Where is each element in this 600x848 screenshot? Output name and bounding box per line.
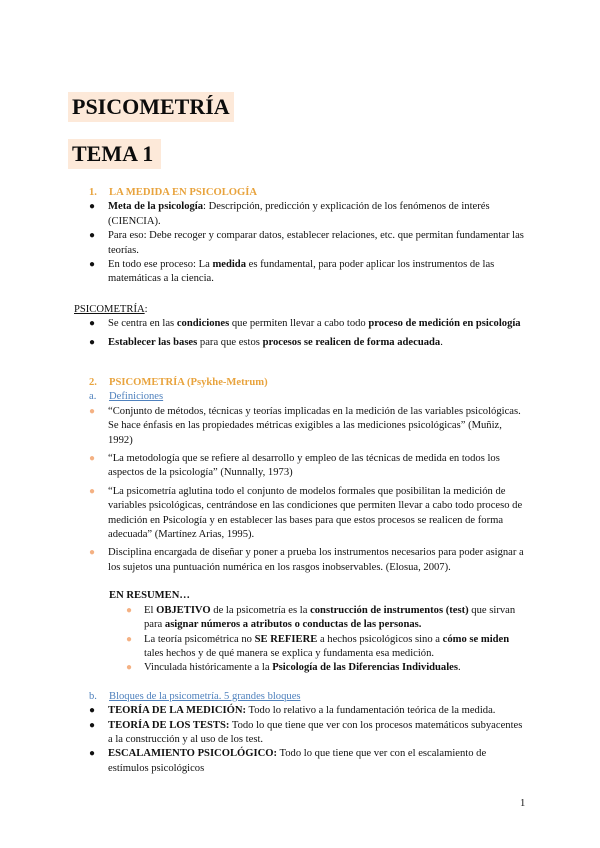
list-item: ● En todo ese proceso: La medida es fundamental, para poder aplicar los instrumentos de las matemáticas a la ciencia. bbox=[89, 259, 495, 285]
resumen-heading: EN RESUMEN… bbox=[109, 590, 190, 602]
bullet-icon: ● bbox=[89, 259, 96, 271]
bullet-icon: ● bbox=[89, 201, 96, 213]
section-1-heading bbox=[89, 186, 529, 200]
psicometria-list bbox=[86, 317, 529, 350]
list-item: ● Para eso: Debe recoger y comparar datos, establecer relaciones, etc. que permitan fundamentar las teorías. bbox=[89, 230, 524, 256]
bullet-icon: ● bbox=[89, 405, 96, 417]
definitions-list bbox=[86, 405, 529, 575]
list-item: ● La teoría psicométrica no SE REFIERE a hechos psicológicos sino a cómo se miden tales hechos y de qué manera se explica y fundamenta esa medición. bbox=[126, 633, 510, 659]
bullet-icon: ● bbox=[126, 604, 133, 616]
bullet-icon: ● bbox=[89, 547, 96, 559]
section-2-heading bbox=[89, 376, 529, 390]
subsection-letter: a. bbox=[89, 391, 97, 403]
bullet-icon: ● bbox=[126, 633, 133, 645]
psicometria-label: PSICOMETRÍA: bbox=[74, 304, 148, 315]
bullet-icon: ● bbox=[89, 719, 96, 731]
subsection-letter: b. bbox=[89, 690, 97, 702]
section-1 bbox=[89, 186, 529, 287]
subsection-a-heading bbox=[89, 390, 529, 404]
list-item: ● Meta de la psicología: Descripción, predicción y explicación de los fenómenos de interés (CIENCIA). bbox=[89, 201, 490, 227]
resumen-list bbox=[123, 604, 529, 676]
section-number: 1. bbox=[89, 187, 97, 198]
psicometria-block bbox=[74, 303, 529, 350]
list-item: ● El OBJETIVO de la psicometría es la construcción de instrumentos (test) que sirvan para asignar números a atributos o conductas de las personas. bbox=[126, 604, 516, 631]
bullet-icon: ● bbox=[126, 662, 133, 674]
subsection-b-heading bbox=[89, 690, 529, 704]
bullet-icon: ● bbox=[89, 230, 96, 242]
section-number: 2. bbox=[89, 377, 97, 388]
subsection-a-title: Definiciones bbox=[109, 391, 164, 403]
bloques-list bbox=[86, 704, 529, 776]
bullet-icon: ● bbox=[89, 318, 96, 330]
list-item: ● “La psicometría aglutina todo el conjunto de modelos formales que posibilitan la medición de variables psicológicas, centrándose en las condiciones que permiten llevar a cabo todo proceso de medición en Psicología y en establecer las bases para que estos procesos se realicen de forma adecuada” (Martínez Arias, 1995). bbox=[89, 485, 523, 541]
page-title: PSICOMETRÍA bbox=[68, 92, 234, 122]
list-item: ● Se centra en las condiciones que permiten llevar a cabo todo proceso de medición en psicología bbox=[86, 317, 529, 331]
list-item: ● Vinculada históricamente a la Psicología de las Diferencias Individuales. bbox=[123, 661, 529, 675]
list-item: ● “Conjunto de métodos, técnicas y teorías implicadas en la medición de las variables psicológicas. Se hace énfasis en las propiedades métricas exigibles a las mediciones psicológicas” (Muñiz, 1992) bbox=[89, 405, 521, 446]
list-item: ● TEORÍA DE LA MEDICIÓN: Todo lo relativo a la fundamentación teórica de la medida. bbox=[86, 704, 529, 718]
tema-heading: TEMA 1 bbox=[68, 139, 161, 169]
list-item: ● TEORÍA DE LOS TESTS: Todo lo que tiene que ver con los procesos matemáticos subyacentes a la construcción y al uso de los test. bbox=[89, 719, 523, 745]
bullet-icon: ● bbox=[89, 705, 96, 717]
section-2-title: PSICOMETRÍA (Psykhe-Metrum) bbox=[109, 377, 268, 388]
section-1-list bbox=[86, 200, 529, 286]
bullet-icon: ● bbox=[89, 485, 96, 497]
list-item: ● Disciplina encargada de diseñar y poner a prueba los instrumentos necesarios para poder asignar a los sujetos una puntuación numérica en los rasgos inobservables. (Elosua, 2007). bbox=[89, 547, 524, 573]
bullet-icon: ● bbox=[89, 336, 96, 348]
section-1-title: LA MEDIDA EN PSICOLOGÍA bbox=[109, 187, 258, 198]
bullet-icon: ● bbox=[89, 453, 96, 465]
subsection-b-title: Bloques de la psicometría. 5 grandes bloques bbox=[109, 690, 301, 702]
bullet-icon: ● bbox=[89, 748, 96, 760]
tema-block bbox=[68, 139, 161, 169]
list-item: ● ESCALAMIENTO PSICOLÓGICO: Todo lo que tiene que ver con el escalamiento de estímulos psicológicos bbox=[89, 748, 487, 774]
list-item: ● Establecer las bases para que estos procesos se realicen de forma adecuada. bbox=[86, 336, 529, 350]
list-item: ● “La metodología que se refiere al desarrollo y empleo de las técnicas de medida en todos los aspectos de la psicología” (Nunnally, 1973) bbox=[89, 453, 500, 479]
section-2 bbox=[89, 376, 529, 776]
page-number: 1 bbox=[520, 798, 526, 809]
page-title-block bbox=[68, 92, 234, 122]
